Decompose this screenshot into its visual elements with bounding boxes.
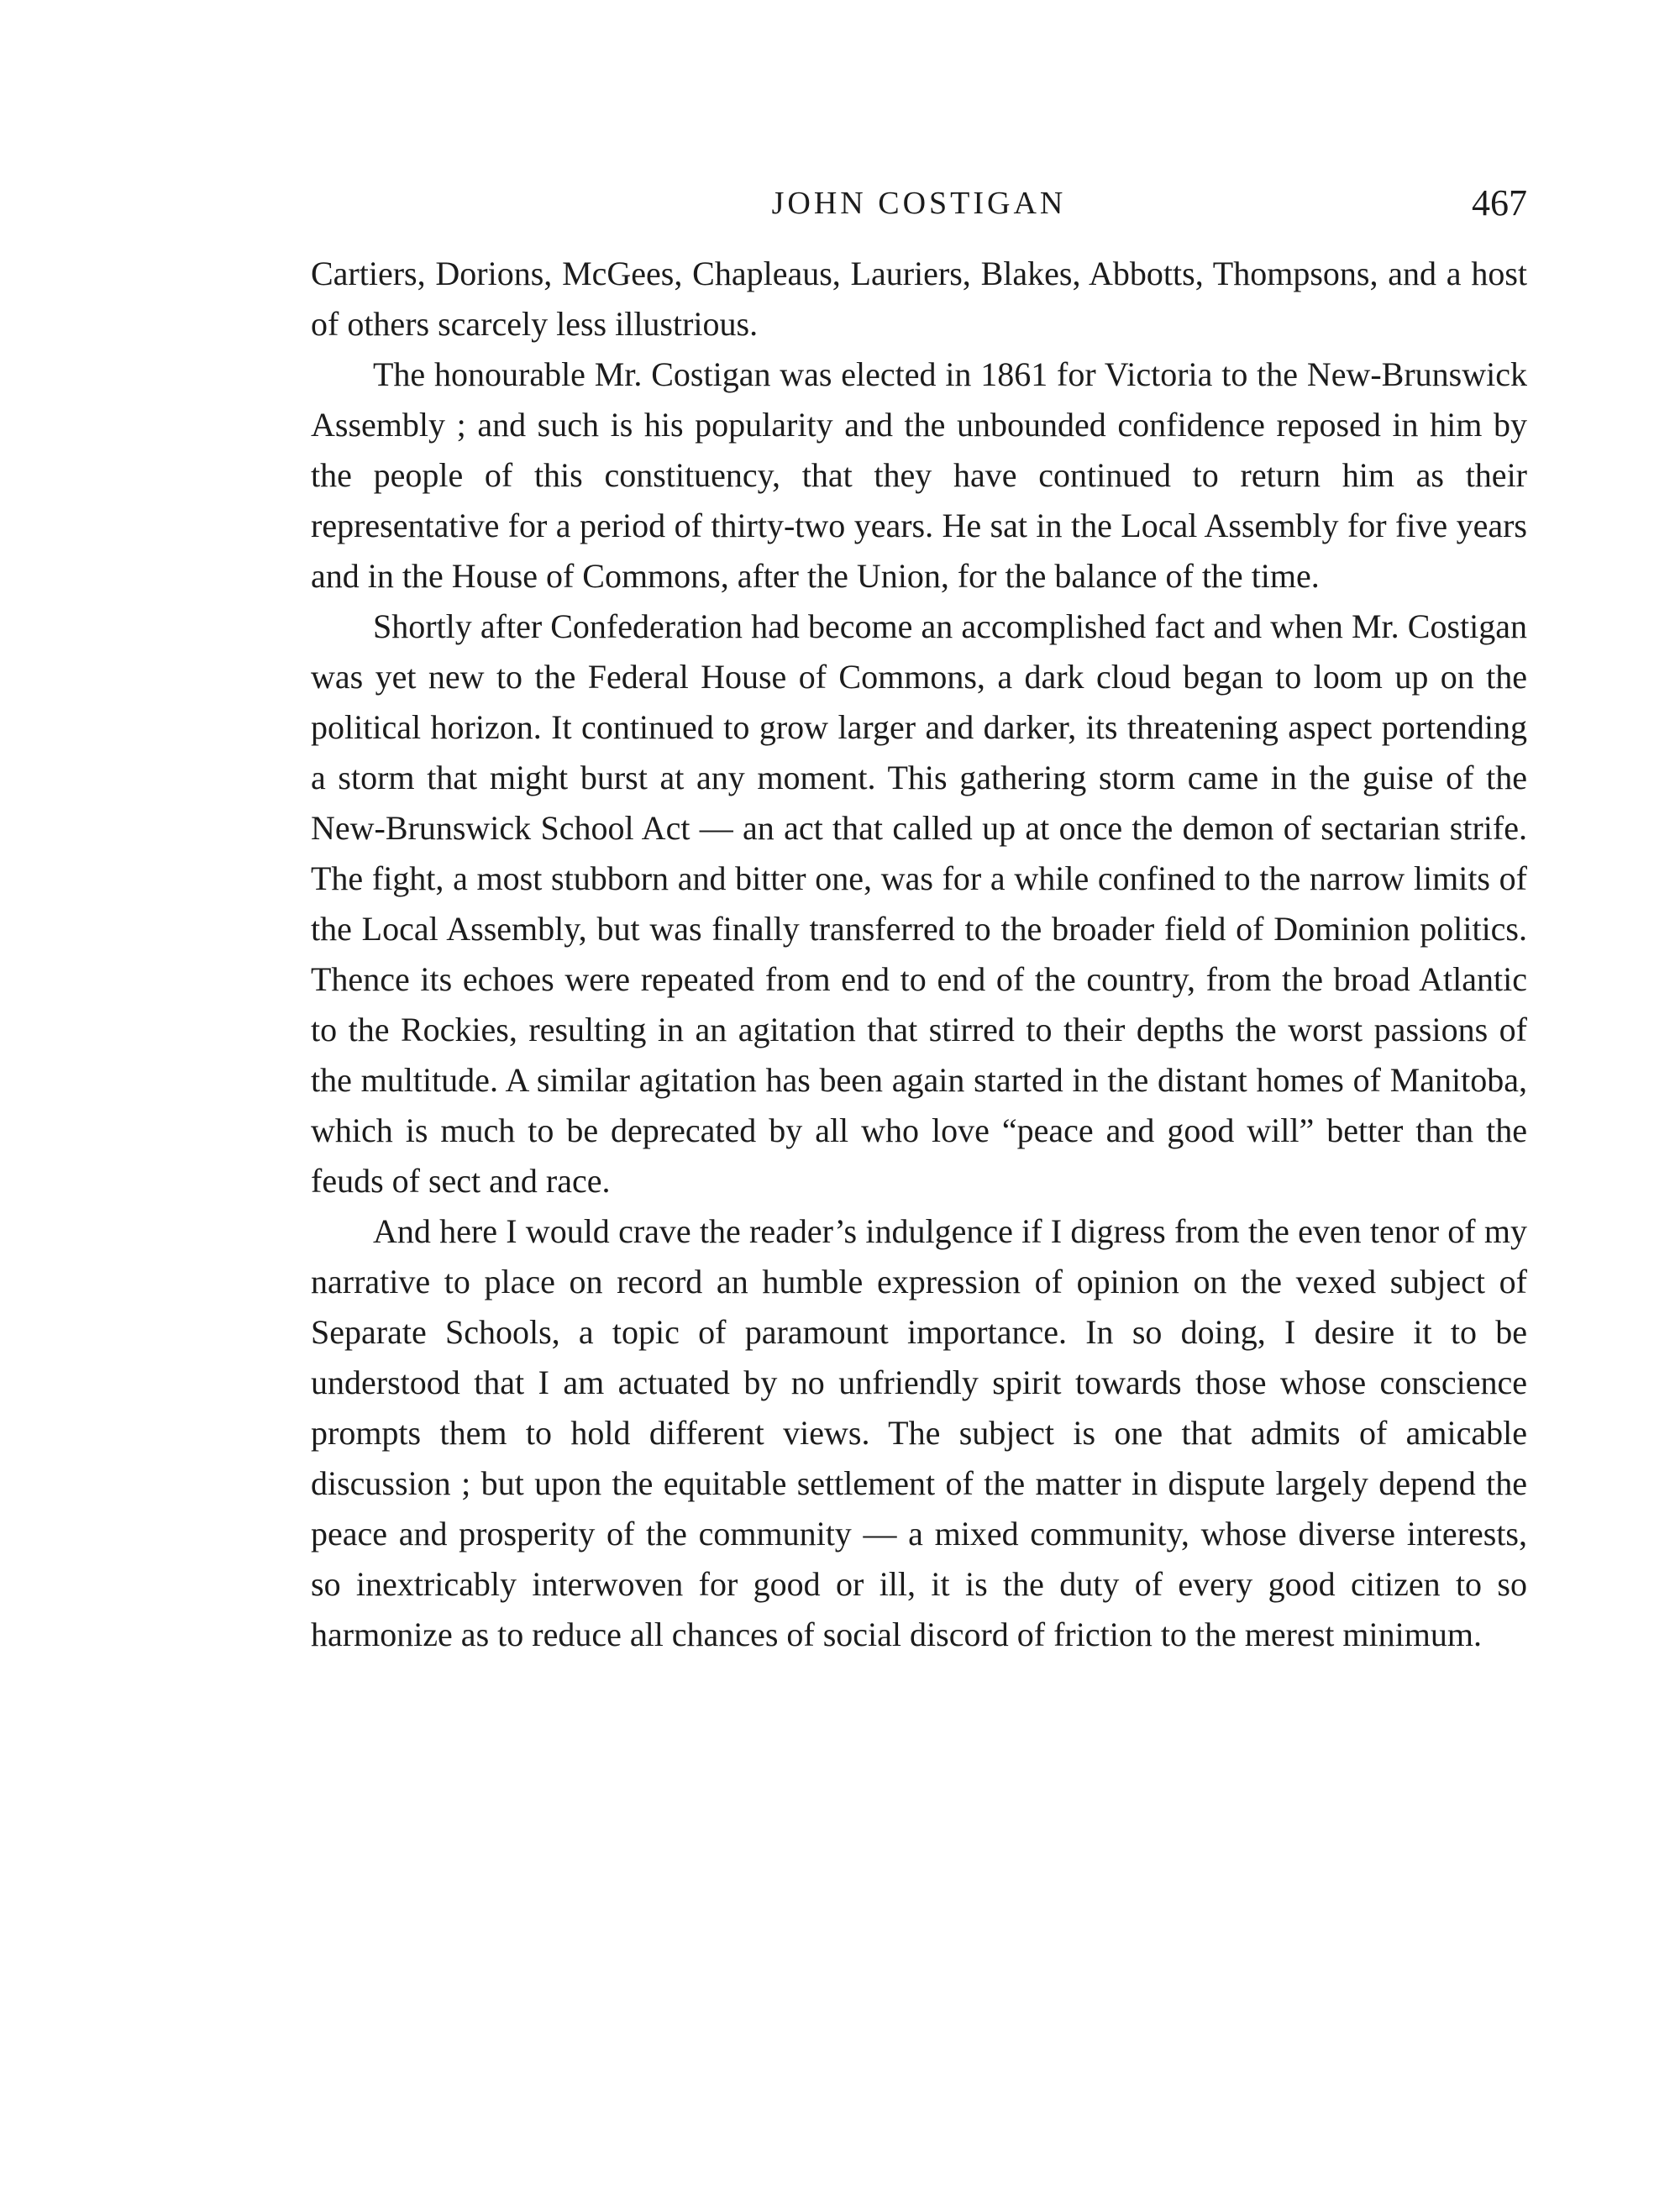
- body-text: [311, 249, 1527, 1660]
- paragraph-continuation: Cartiers, Dorions, McGees, Chapleaus, Lauriers, Blakes, Abbotts, Thompsons, and a host of others scarcely less illustrious.: [311, 255, 1527, 343]
- paragraph-school-act: Shortly after Confederation had become an accomplished fact and when Mr. Costigan was yet new to the Federal House of Commons, a dark cloud began to loom up on the political horizon. It continued to grow larger and darker, its threatening aspect portending a storm that might burst at any moment. This gathering storm came in the guise of the New-Brunswick School Act — an act that called up at once the demon of sectarian strife. The fight, a most stubborn and bitter one, was for a while confined to the narrow limits of the Local Assembly, but was finally transferred to the broader field of Dominion politics. Thence its echoes were repeated from end to end of the country, from the broad Atlantic to the Rockies, resulting in an agitation that stirred to their depths the worst passions of the multitude. A similar agitation has been again started in the distant homes of Manitoba, which is much to be deprecated by all who love “peace and good will” better than the feuds of sect and race.: [311, 607, 1527, 1200]
- running-title: JOHN COSTIGAN: [771, 186, 1067, 221]
- paragraph-separate-schools: And here I would crave the reader’s indulgence if I digress from the even tenor of my narrative to place on record an humble expression of opinion on the vexed subject of Separate Schools, a topic of paramount importance. In so doing, I desire it to be understood that I am actuated by no unfriendly spirit towards those whose conscience prompts them to hold different views. The subject is one that admits of amicable discussion ; but upon the equitable settlement of the matter in dispute largely depend the peace and prosperity of the community — a mixed community, whose diverse interests, so inextricably interwoven for good or ill, it is the duty of every good citizen to so harmonize as to reduce all chances of social discord of friction to the merest minimum.: [311, 1212, 1527, 1653]
- running-head: [311, 178, 1527, 229]
- paragraph-election: The honourable Mr. Costigan was elected in 1861 for Victoria to the New-Brunswick Assembly ; and such is his popularity and the unbounded confidence reposed in him by the people of this constituency, that they have continued to return him as their representative for a period of thirty-two years. He sat in the Local Assembly for five years and in the House of Commons, after the Union, for the balance of the time.: [311, 355, 1527, 595]
- page-number: 467: [1472, 182, 1527, 223]
